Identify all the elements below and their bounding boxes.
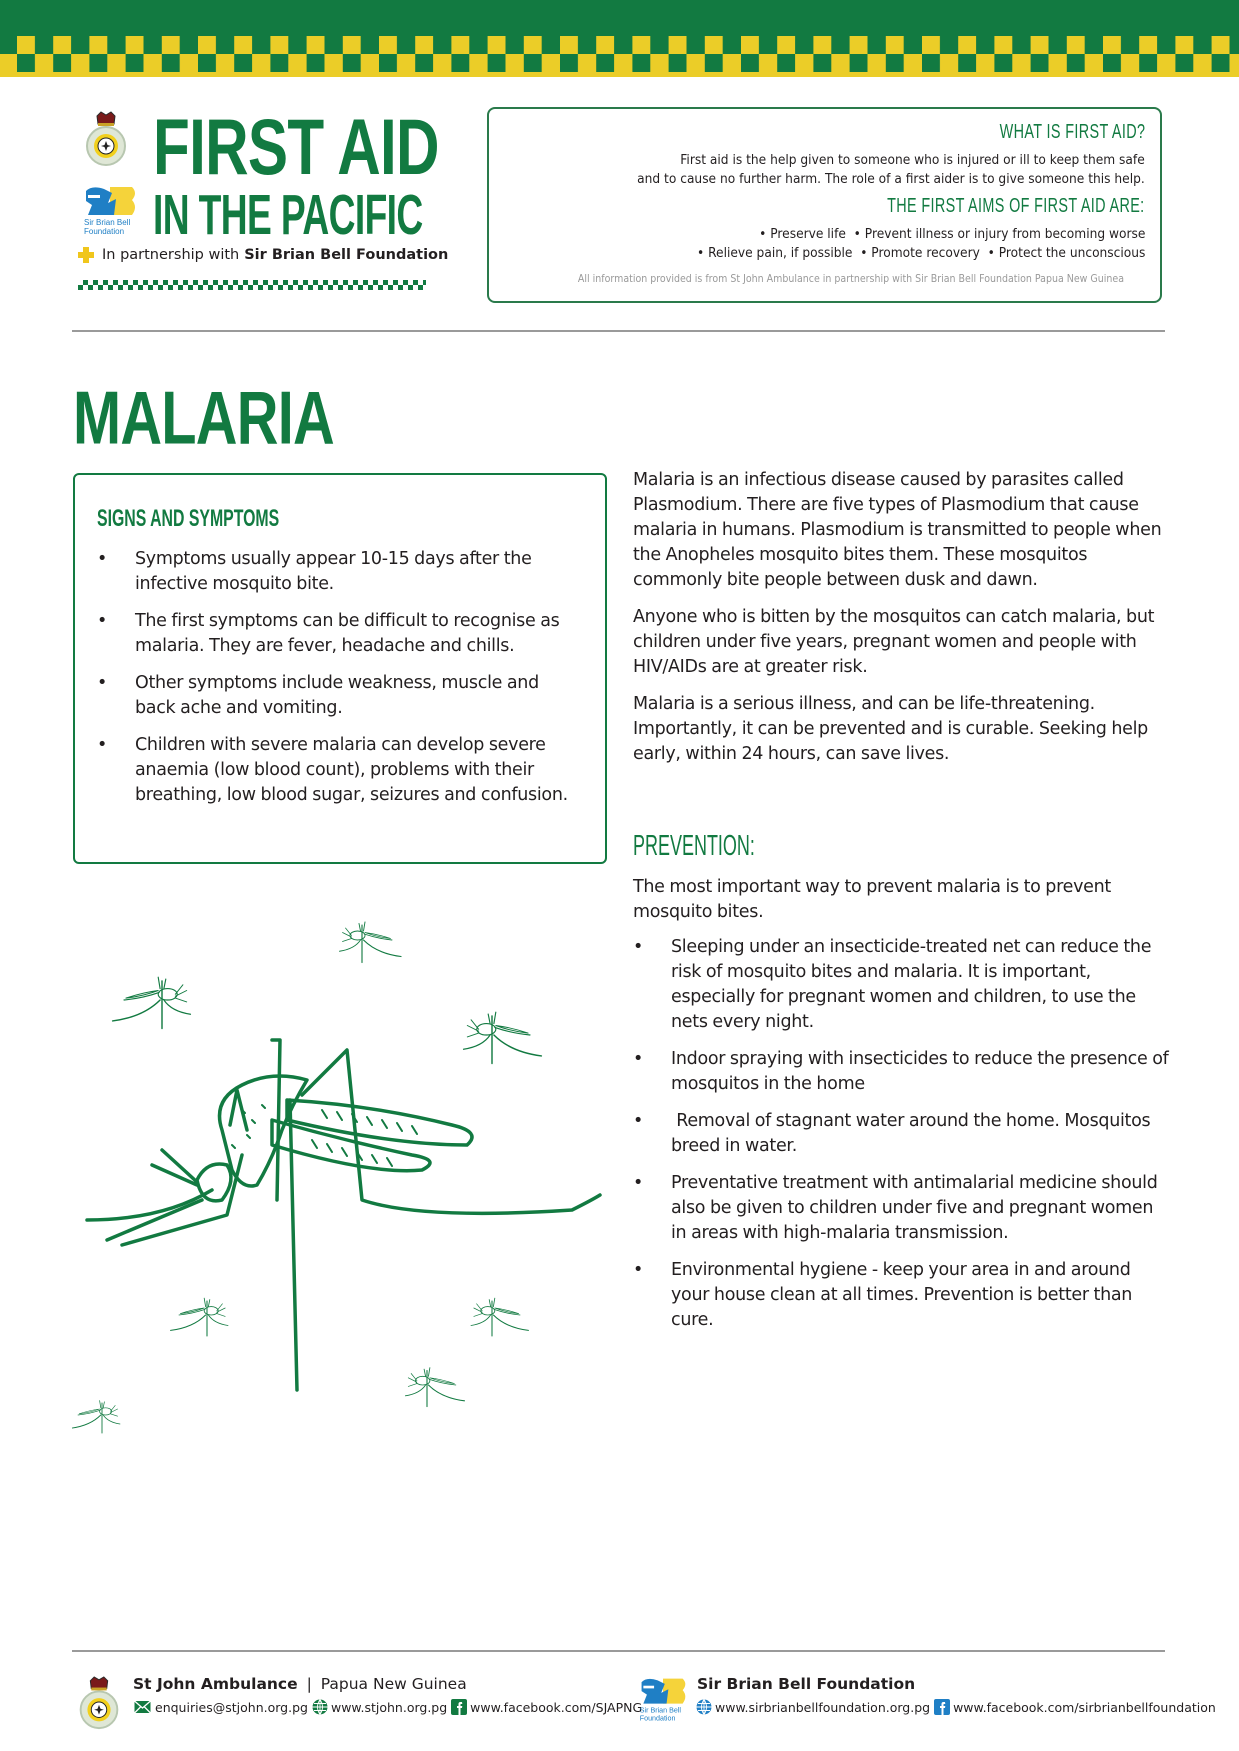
symptoms-heading: SIGNS AND SYMPTOMS [97, 505, 280, 532]
info-heading-aims: THE FIRST AIMS OF FIRST AID ARE: [887, 195, 1145, 217]
info-definition-line: First aid is the help given to someone who is injured or ill to keep them safe [680, 153, 1145, 168]
svg-text:Foundation: Foundation [639, 1714, 676, 1723]
footer-separator: | [306, 1675, 312, 1693]
footer-facebook-link[interactable]: www.facebook.com/sirbrianbellfoundation [953, 1699, 1216, 1715]
small-mosquito-icon [464, 1012, 542, 1063]
info-heading-what-is-first-aid: WHAT IS FIRST AID? [999, 121, 1145, 143]
prevention-intro: The most important way to prevent malaria is to prevent mosquito bites. [633, 877, 1111, 922]
globe-icon [312, 1699, 328, 1715]
footer-website-link[interactable]: www.sirbrianbellfoundation.org.pg [715, 1699, 931, 1715]
footer-st-john-links [133, 1699, 642, 1715]
footer-sbb-links [696, 1699, 1216, 1715]
symptom-text: Symptoms usually appear 10-15 days after the infective mosquito bite. [135, 549, 532, 594]
st-john-footer-logo [77, 1675, 121, 1731]
title-first-aid: FIRST AID [153, 103, 439, 192]
prevention-item [633, 1171, 1173, 1246]
footer-country: Papua New Guinea [320, 1675, 467, 1693]
small-mosquito-icon [113, 977, 191, 1028]
symptom-item [97, 609, 577, 659]
prevention-text: Removal of stagnant water around the home. Mosquitos breed in water. [671, 1111, 1156, 1156]
first-aid-cross-icon [78, 247, 94, 263]
intro-paragraph: Malaria is an infectious disease caused by parasites called Plasmodium. There are five types of Plasmodium that cause malaria in humans. Plasmodium is transmitted to people when the Anopheles mosquito bites them. These mosquitos commonly bite people between dusk and dawn. [633, 470, 1162, 590]
footer-st-john-name [133, 1675, 467, 1693]
title-in-the-pacific: IN THE PACIFIC [153, 183, 423, 247]
prevention-text: Environmental hygiene - keep your area in and around your house clean at all times. Prevention is better than cure. [671, 1260, 1133, 1330]
info-aims-list [697, 225, 1145, 263]
footer-divider [72, 1650, 1165, 1652]
info-definition [637, 151, 1145, 189]
bullet: • [633, 1111, 644, 1131]
symptom-text: The first symptoms can be difficult to recognise as malaria. They are fever, headache and chills. [135, 611, 560, 656]
small-mosquito-icon [171, 1298, 228, 1336]
small-mosquito-icon [405, 1368, 464, 1407]
footer-website-link[interactable]: www.stjohn.org.pg [330, 1699, 448, 1715]
partnership-name: Sir Brian Bell Foundation [244, 247, 449, 263]
info-source-note: All information provided is from St John Ambulance in partnership with Sir Brian Bell Foundation Papua New Guinea [577, 272, 1124, 285]
bullet: • [97, 735, 108, 755]
symptoms-list [97, 547, 577, 820]
partnership-prefix: In partnership with [102, 247, 240, 263]
svg-text:Foundation: Foundation [84, 227, 125, 236]
symptom-item [97, 671, 577, 721]
partnership-line [78, 247, 448, 263]
prevention-item [633, 1109, 1173, 1159]
facebook-icon [451, 1699, 467, 1715]
small-mosquito-icon [471, 1298, 528, 1336]
first-aid-info-box [487, 107, 1162, 303]
footer-email-link[interactable]: enquiries@stjohn.org.pg [155, 1699, 308, 1715]
svg-text:Sir Brian Bell: Sir Brian Bell [84, 218, 131, 227]
header-checker-band [0, 0, 1239, 77]
footer-org-name: Sir Brian Bell Foundation [697, 1675, 916, 1693]
symptom-item [97, 547, 577, 597]
malaria-intro [633, 468, 1173, 779]
bullet: • [633, 937, 644, 957]
info-aims-line: • Relieve pain, if possible • Promote recovery • Protect the unconscious [696, 246, 1145, 261]
header-mini-checker [78, 280, 426, 290]
symptom-text: Children with severe malaria can develop severe anaemia (low blood count), problems with their breathing, low blood sugar, seizures and confusion. [135, 735, 568, 805]
bullet: • [633, 1173, 644, 1193]
symptom-item [97, 733, 577, 808]
mail-icon [133, 1699, 152, 1715]
bullet: • [97, 673, 108, 693]
footer-sbb-name [697, 1675, 915, 1693]
st-john-logo [84, 110, 128, 168]
sir-brian-bell-footer-logo [638, 1672, 688, 1728]
intro-paragraph: Malaria is a serious illness, and can be life-threatening. Importantly, it can be prevented and is curable. Seeking help early, within 24 hours, can save lives. [633, 694, 1148, 764]
intro-paragraph: Anyone who is bitten by the mosquitos can catch malaria, but children under five years, pregnant women and people with HIV/AIDs are at greater risk. [633, 607, 1155, 677]
large-mosquito-icon [87, 1040, 600, 1390]
symptom-text: Other symptoms include weakness, muscle and back ache and vomiting. [135, 673, 539, 718]
prevention-text: Sleeping under an insecticide-treated net can reduce the risk of mosquito bites and malaria. It is important, especially for pregnant women and children, to use the nets every night. [671, 937, 1152, 1032]
prevention-heading: PREVENTION: [633, 830, 755, 862]
info-definition-line: and to cause no further harm. The role of a first aider is to give someone this help. [637, 172, 1145, 187]
bullet: • [97, 549, 108, 569]
small-mosquito-icon [340, 922, 402, 963]
info-aims-line: • Preserve life • Prevent illness or injury from becoming worse [758, 227, 1145, 242]
footer-facebook-link[interactable]: www.facebook.com/SJAPNG [470, 1699, 643, 1715]
bullet: • [633, 1260, 644, 1280]
facebook-icon [934, 1699, 950, 1715]
small-mosquito-icon [72, 1401, 120, 1433]
footer-org-name: St John Ambulance [133, 1675, 298, 1693]
bullet: • [633, 1049, 644, 1069]
header-divider [72, 330, 1165, 332]
svg-text:Sir Brian Bell: Sir Brian Bell [639, 1706, 681, 1715]
prevention-text: Preventative treatment with antimalarial medicine should also be given to children under five and pregnant women in areas with high-malaria transmission. [671, 1173, 1158, 1243]
sir-brian-bell-logo [82, 183, 138, 239]
signs-and-symptoms-box [73, 473, 607, 864]
prevention-text: Indoor spraying with insecticides to reduce the presence of mosquitos in the home [671, 1049, 1169, 1094]
prevention-item [633, 935, 1173, 1035]
mosquito-illustration [72, 920, 617, 1460]
prevention-item [633, 1258, 1173, 1333]
page-title: MALARIA [73, 375, 334, 460]
prevention-item [633, 1047, 1173, 1097]
globe-icon [696, 1699, 712, 1715]
prevention-list [633, 935, 1173, 1345]
bullet: • [97, 611, 108, 631]
